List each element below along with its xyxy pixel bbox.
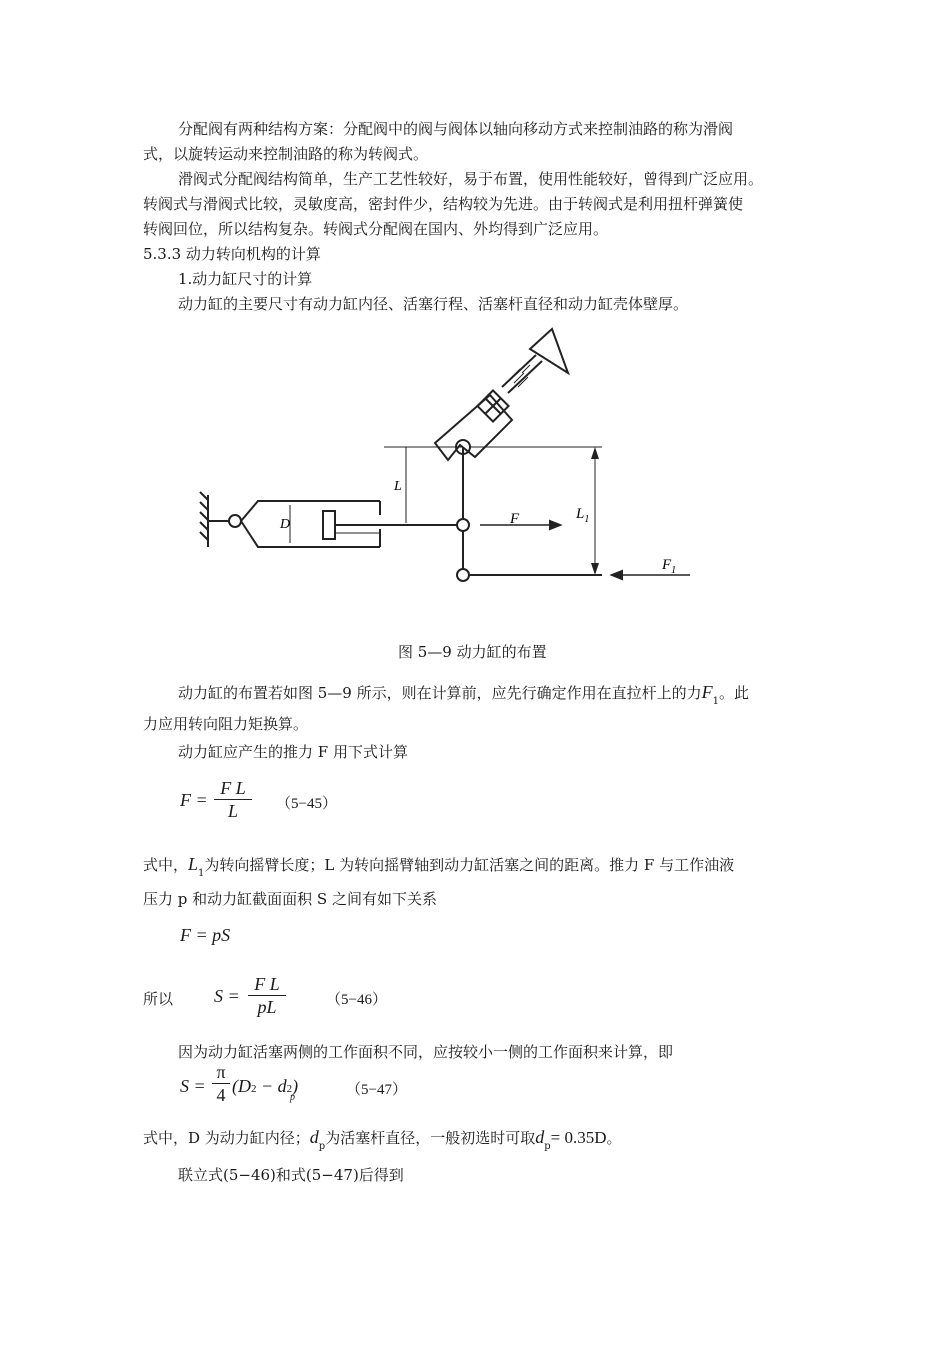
paragraph-2-line-2: 转阀式与滑阀式比较，灵敏度高，密封件少，结构较为先进。由于转阀式是利用扭杆弹簧使 <box>143 195 744 213</box>
paragraph-2-line-1: 滑阀式分配阀结构简单，生产工艺性较好，易于布置，使用性能较好，曾得到广泛应用。 <box>178 170 764 188</box>
eq1-fraction: F L L <box>214 778 252 821</box>
cylinder-pivot <box>229 515 241 527</box>
eq4-lhs: S = <box>180 1076 206 1096</box>
eq4-subscript: p <box>290 1092 295 1103</box>
sub-heading: 1.动力缸尺寸的计算 <box>178 270 313 288</box>
eq1-lhs: F = <box>180 790 208 810</box>
paragraph-4-line-1: 动力缸的布置若如图 5—9 所示，则在计算前，应先行确定作用在直拉杆上的力$F_1$。此 <box>178 682 750 707</box>
figure-caption: 图 5—9 动力缸的布置 <box>398 643 547 661</box>
label-D: D <box>280 517 291 532</box>
paragraph-1-line-2: 式，以旋转运动来控制油路的称为转阀式。 <box>143 145 429 163</box>
piston <box>323 511 335 539</box>
steering-gear-box <box>435 395 512 460</box>
eq2: F = pS <box>180 925 231 945</box>
eq4-fraction: π 4 <box>212 1062 230 1105</box>
paragraph-6-line-2: 压力 p 和动力缸截面面积 S 之间有如下关系 <box>143 890 437 908</box>
rod-joint <box>457 519 469 531</box>
paragraph-6-line-1: 式中，$L_1$为转向摇臂长度；L 为转向摇臂轴到动力缸活塞之间的距离。推力 F 与工作油液 <box>143 854 735 879</box>
label-F1: $F_1$ <box>662 557 677 576</box>
section-heading: 5.3.3 动力转向机构的计算 <box>143 245 321 263</box>
so-label: 所以 <box>143 990 174 1008</box>
drag-link-joint <box>457 569 469 581</box>
cylinder-body-top <box>241 501 380 521</box>
paragraph-4-line-2: 力应用转向阻力矩换算。 <box>143 715 309 733</box>
paragraph-10: 联立式(5−46)和式(5−47)后得到 <box>178 1166 404 1184</box>
label-F: F <box>510 511 520 527</box>
paragraph-2-line-3: 转阀回位，所以结构复杂。转阀式分配阀在国内、外均得到广泛应用。 <box>143 220 609 238</box>
paragraph-1-line-1: 分配阀有两种结构方案：分配阀中的阀与阀体以轴向移动方式来控制油路的称为滑阀 <box>178 120 734 138</box>
eq3-lhs: S = <box>214 986 240 1006</box>
label-L: L <box>394 479 402 494</box>
power-cylinder-diagram <box>190 325 710 595</box>
label-L1: $L_1$ <box>576 506 590 525</box>
eq4-number: （5−47） <box>346 1082 407 1098</box>
paragraph-5: 动力缸应产生的推力 F 用下式计算 <box>178 743 408 761</box>
eq4-body: (D2 − d2) <box>232 1076 299 1096</box>
eq3-fraction: F L pL <box>248 974 286 1017</box>
paragraph-3: 动力缸的主要尺寸有动力缸内径、活塞行程、活塞杆直径和动力缸壳体壁厚。 <box>178 295 689 313</box>
eq1-number: （5−45） <box>276 796 337 812</box>
eq3-number: （5−46） <box>326 992 387 1008</box>
paragraph-8: 因为动力缸活塞两侧的工作面积不同，应按较小一侧的工作面积来计算，即 <box>178 1043 674 1061</box>
paragraph-9: 式中，D 为动力缸内径；$d_p$为活塞杆直径，一般初选时可取$d_p= 0.35D$。 <box>143 1127 622 1152</box>
